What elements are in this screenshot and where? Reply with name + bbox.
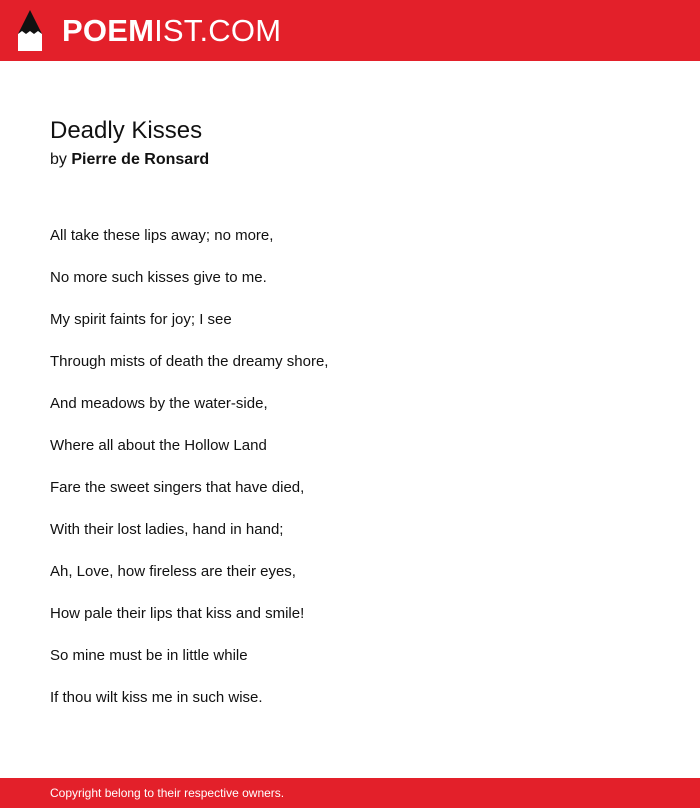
poem-line: How pale their lips that kiss and smile! <box>50 605 305 622</box>
poem-line: So mine must be in little while <box>50 647 248 664</box>
site-logo[interactable] <box>62 12 281 50</box>
poem-line: No more such kisses give to me. <box>50 269 267 286</box>
poem-line: If thou wilt kiss me in such wise. <box>50 689 263 706</box>
poem-line: With their lost ladies, hand in hand; <box>50 521 284 538</box>
pencil-tip-icon[interactable] <box>18 10 42 51</box>
poem-line: My spirit faints for joy; I see <box>50 311 232 328</box>
site-footer <box>0 778 700 808</box>
poem-content <box>50 114 650 719</box>
poem-author: Pierre de Ronsard <box>71 151 210 168</box>
site-header <box>0 0 700 61</box>
poem-line: Where all about the Hollow Land <box>50 437 267 454</box>
poem-body <box>50 215 650 719</box>
poem-line: Fare the sweet singers that have died, <box>50 479 305 496</box>
poem-title: Deadly Kisses <box>50 117 203 144</box>
byline-prefix: by <box>50 151 67 168</box>
poem-line: Ah, Love, how fireless are their eyes, <box>50 563 296 580</box>
poem-line: Through mists of death the dreamy shore, <box>50 353 329 370</box>
copyright-text: Copyright belong to their respective owners. <box>50 786 285 800</box>
poem-line: All take these lips away; no more, <box>50 227 274 244</box>
logo-light-text: IST.COM <box>154 13 282 48</box>
poem-byline <box>50 149 650 171</box>
logo-bold-text: POEM <box>62 13 155 48</box>
poem-line: And meadows by the water-side, <box>50 395 268 412</box>
